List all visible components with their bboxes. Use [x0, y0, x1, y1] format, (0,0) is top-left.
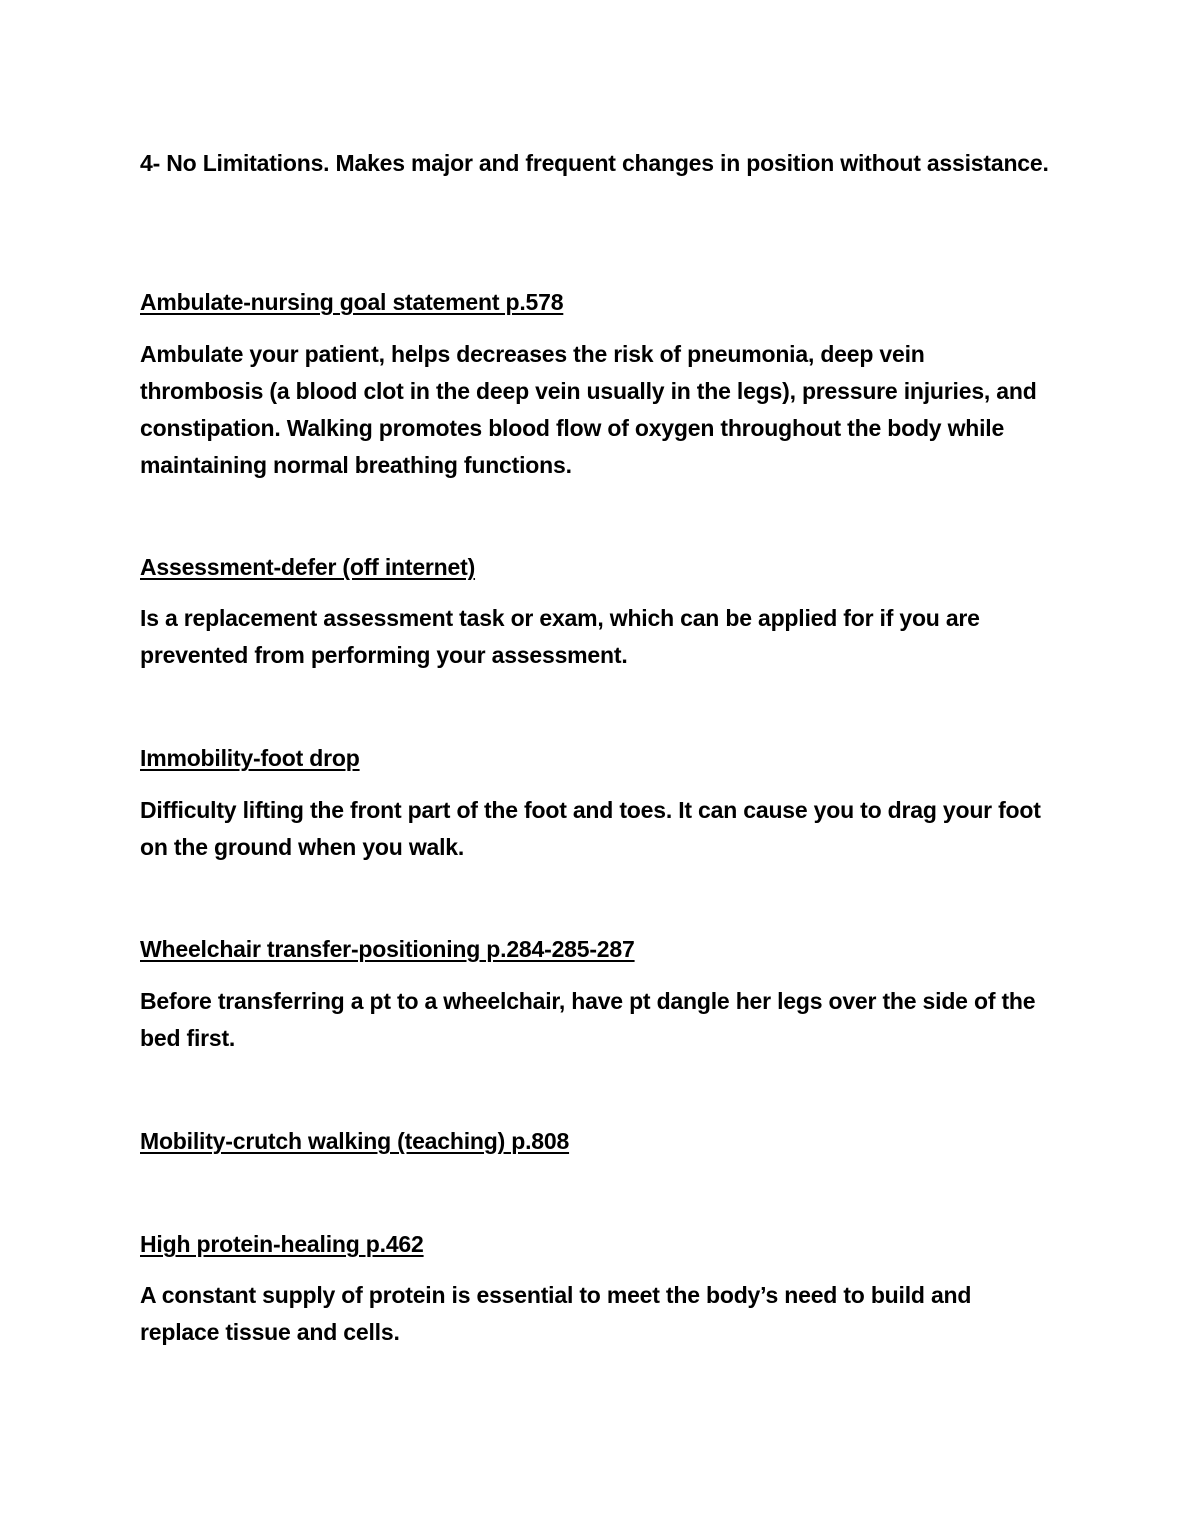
section-heading-mobility: Mobility-crutch walking (teaching) p.808	[140, 1128, 570, 1154]
section-body-ambulate: Ambulate your patient, helps decreases the risk of pneumonia, deep vein thrombosis (a blood clot in the deep vein usually in the legs), pressure injuries, and constipation. Walking promotes blood flow of oxygen throughout the body while maintaining normal breathing functions.	[140, 341, 1037, 478]
section-body-assessment: Is a replacement assessment task or exam, which can be applied for if you are prevented from performing your assessment.	[140, 605, 980, 668]
document-page	[140, 0, 1050, 1540]
section-heading-ambulate: Ambulate-nursing goal statement p.578	[140, 289, 564, 315]
section-heading-protein: High protein-healing p.462	[140, 1231, 424, 1257]
section-heading-wheelchair: Wheelchair transfer-positioning p.284-285-287	[140, 936, 635, 962]
intro-paragraph: 4- No Limitations. Makes major and frequent changes in position without assistance.	[140, 150, 1049, 176]
section-body-protein: A constant supply of protein is essential to meet the body’s need to build and replace tissue and cells.	[140, 1282, 972, 1345]
section-heading-immobility: Immobility-foot drop	[140, 745, 360, 771]
section-body-immobility: Difficulty lifting the front part of the foot and toes. It can cause you to drag your foot on the ground when you walk.	[140, 797, 1041, 860]
section-body-wheelchair: Before transferring a pt to a wheelchair, have pt dangle her legs over the side of the bed first.	[140, 988, 1036, 1051]
section-heading-assessment: Assessment-defer (off internet)	[140, 554, 476, 580]
